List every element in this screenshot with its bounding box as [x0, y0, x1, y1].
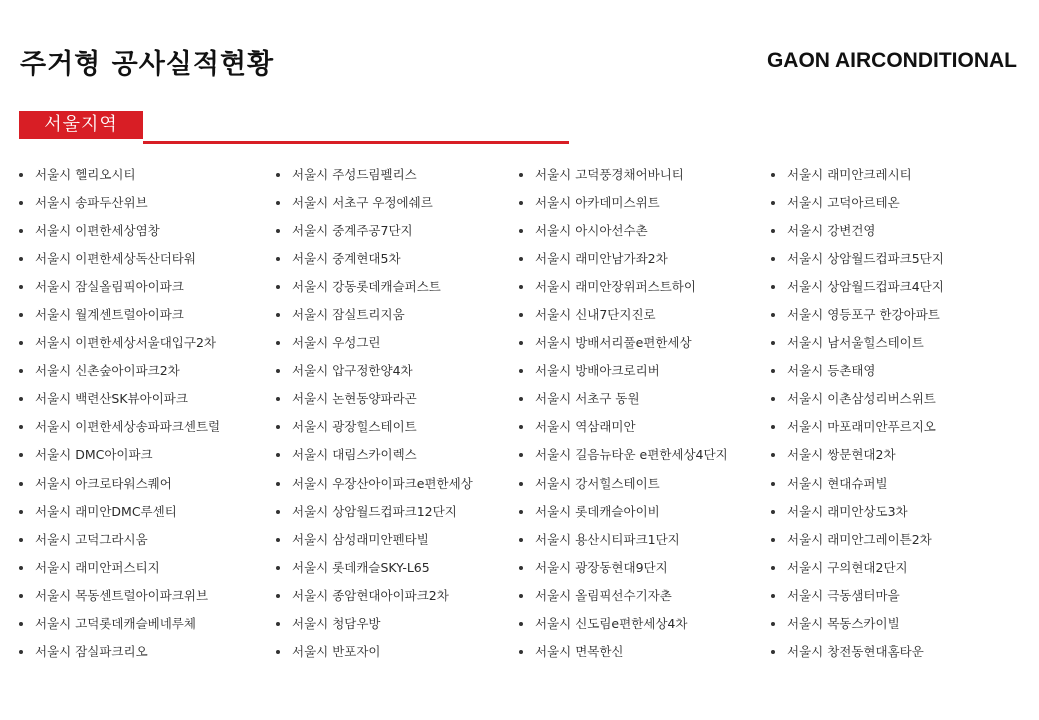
company-name: GAON AIRCONDITIONAL — [766, 49, 1017, 72]
project-item: 서울시 상암월드컵파크4단지 — [771, 273, 944, 301]
project-item: 서울시 논현동양파라곤 — [276, 385, 473, 413]
project-item: 서울시 현대슈퍼빌 — [771, 470, 944, 498]
project-item: 서울시 용산시티파크1단지 — [519, 526, 728, 554]
project-item: 서울시 이편한세상독산더타워 — [19, 245, 220, 273]
project-item: 서울시 강변건영 — [771, 217, 944, 245]
project-item: 서울시 광장힐스테이트 — [276, 413, 473, 441]
project-item: 서울시 백련산SK뷰아이파크 — [19, 385, 220, 413]
project-item: 서울시 고덕아르테온 — [771, 189, 944, 217]
project-item: 서울시 압구정한양4차 — [276, 357, 473, 385]
project-item: 서울시 마포래미안푸르지오 — [771, 413, 944, 441]
project-item: 서울시 잠실트리지움 — [276, 301, 473, 329]
project-item: 서울시 방배아크로리버 — [519, 357, 728, 385]
project-item: 서울시 중계주공7단지 — [276, 217, 473, 245]
region-divider — [143, 141, 569, 144]
page-title: 주거형 공사실적현황 — [20, 49, 275, 80]
project-item: 서울시 롯데캐슬아이비 — [519, 498, 728, 526]
project-item: 서울시 고덕롯데캐슬베네루체 — [19, 610, 220, 638]
project-item: 서울시 DMC아이파크 — [19, 441, 220, 469]
project-item: 서울시 영등포구 한강아파트 — [771, 301, 944, 329]
project-item: 서울시 래미안상도3차 — [771, 498, 944, 526]
region-tag: 서울지역 — [19, 111, 143, 139]
project-item: 서울시 우성그린 — [276, 329, 473, 357]
project-item: 서울시 아시아선수촌 — [519, 217, 728, 245]
project-item: 서울시 아크로타워스퀘어 — [19, 470, 220, 498]
project-item: 서울시 방배서리풀e편한세상 — [519, 329, 728, 357]
project-item: 서울시 대림스카이렉스 — [276, 441, 473, 469]
project-item: 서울시 중계현대5차 — [276, 245, 473, 273]
project-item: 서울시 상암월드컵파크12단지 — [276, 498, 473, 526]
project-item: 서울시 창전동현대홈타운 — [771, 638, 944, 666]
project-item: 서울시 목동센트럴아이파크위브 — [19, 582, 220, 610]
project-item: 서울시 롯데캐슬SKY-L65 — [276, 554, 473, 582]
project-item: 서울시 역삼래미안 — [519, 413, 728, 441]
project-item: 서울시 래미안크레시티 — [771, 161, 944, 189]
project-item: 서울시 강동롯데캐슬퍼스트 — [276, 273, 473, 301]
project-item: 서울시 래미안남가좌2차 — [519, 245, 728, 273]
project-item: 서울시 목동스카이빌 — [771, 610, 944, 638]
project-item: 서울시 신내7단지진로 — [519, 301, 728, 329]
project-item: 서울시 길음뉴타운 e편한세상4단지 — [519, 441, 728, 469]
project-column-3 — [519, 161, 728, 666]
project-item: 서울시 주성드림펠리스 — [276, 161, 473, 189]
project-item: 서울시 이촌삼성리버스위트 — [771, 385, 944, 413]
project-item: 서울시 남서울힐스테이트 — [771, 329, 944, 357]
project-item: 서울시 청담우방 — [276, 610, 473, 638]
project-item: 서울시 강서힐스테이트 — [519, 470, 728, 498]
project-item: 서울시 구의현대2단지 — [771, 554, 944, 582]
project-item: 서울시 신촌숲아이파크2차 — [19, 357, 220, 385]
project-item: 서울시 잠실파크리오 — [19, 638, 220, 666]
project-column-2 — [276, 161, 473, 666]
project-item: 서울시 극동샘터마을 — [771, 582, 944, 610]
project-item: 서울시 헬리오시티 — [19, 161, 220, 189]
project-item: 서울시 월계센트럴아이파크 — [19, 301, 220, 329]
project-item: 서울시 송파두산위브 — [19, 189, 220, 217]
project-item: 서울시 반포자이 — [276, 638, 473, 666]
project-item: 서울시 면목한신 — [519, 638, 728, 666]
project-item: 서울시 래미안DMC루센티 — [19, 498, 220, 526]
project-item: 서울시 우장산아이파크e편한세상 — [276, 470, 473, 498]
project-item: 서울시 종암현대아이파크2차 — [276, 582, 473, 610]
project-item: 서울시 이편한세상염창 — [19, 217, 220, 245]
project-item: 서울시 고덕풍경채어바니티 — [519, 161, 728, 189]
project-item: 서울시 삼성래미안펜타빌 — [276, 526, 473, 554]
project-item: 서울시 쌍문현대2차 — [771, 441, 944, 469]
project-item: 서울시 서초구 우정에쉐르 — [276, 189, 473, 217]
project-item: 서울시 래미안장위퍼스트하이 — [519, 273, 728, 301]
project-item: 서울시 상암월드컵파크5단지 — [771, 245, 944, 273]
project-item: 서울시 광장동현대9단지 — [519, 554, 728, 582]
project-item: 서울시 서초구 동원 — [519, 385, 728, 413]
project-item: 서울시 래미안그레이튼2차 — [771, 526, 944, 554]
project-item: 서울시 이편한세상송파파크센트럴 — [19, 413, 220, 441]
project-item: 서울시 신도림e편한세상4차 — [519, 610, 728, 638]
project-item: 서울시 고덕그라시움 — [19, 526, 220, 554]
project-item: 서울시 올림픽선수기자촌 — [519, 582, 728, 610]
project-item: 서울시 이편한세상서울대입구2차 — [19, 329, 220, 357]
project-column-4 — [771, 161, 944, 666]
project-item: 서울시 아카데미스위트 — [519, 189, 728, 217]
project-column-1 — [19, 161, 220, 666]
project-item: 서울시 래미안퍼스티지 — [19, 554, 220, 582]
project-item: 서울시 등촌태영 — [771, 357, 944, 385]
project-item: 서울시 잠실올림픽아이파크 — [19, 273, 220, 301]
